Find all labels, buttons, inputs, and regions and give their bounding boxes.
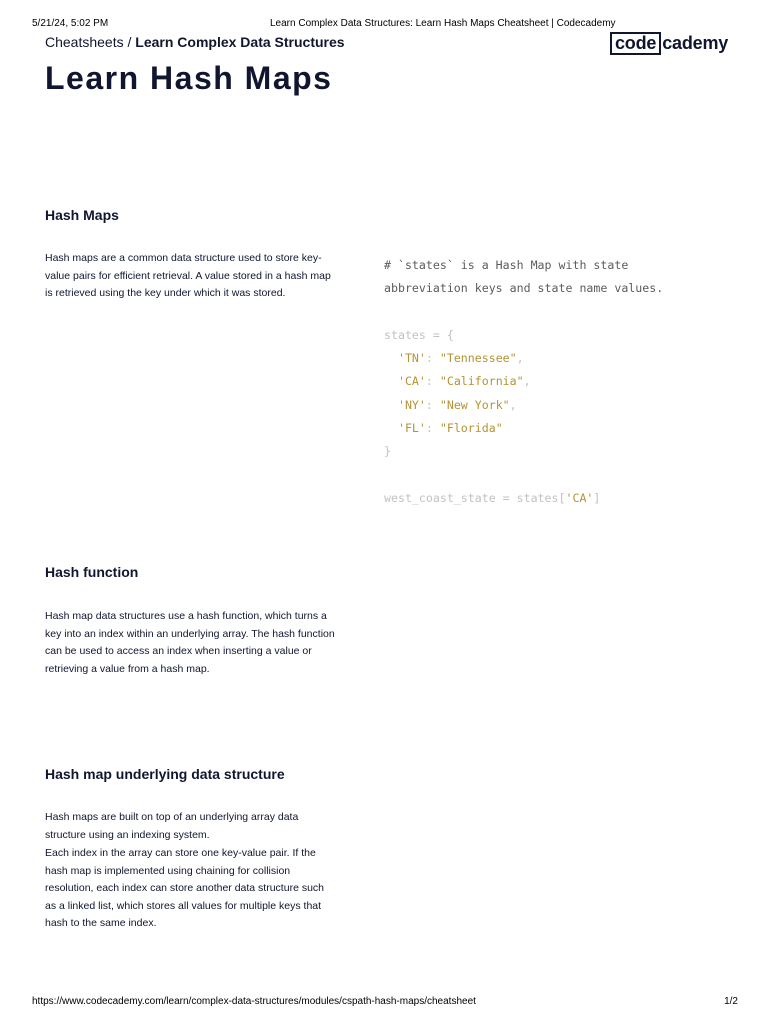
code-comma: ,	[523, 374, 531, 389]
print-header	[32, 18, 736, 32]
section-heading-hash-maps: Hash Maps	[45, 207, 119, 223]
code-colon: :	[425, 351, 440, 366]
section-text-hash-maps: Hash maps are a common data structure used to store key-value pairs for efficient retrieval. A value stored in a hash map is retrieved using the key under which it was stored.	[45, 252, 331, 299]
code-states-close: }	[384, 444, 391, 459]
code-states-open: states = {	[384, 327, 454, 342]
code-key: 'TN'	[397, 351, 426, 366]
code-comma: ,	[516, 351, 524, 366]
section-text-underlying-structure: Hash maps are built on top of an underlying array data structure using an indexing system.	[45, 811, 299, 841]
code-lookup-suffix: ]	[593, 490, 601, 505]
print-page-title: Learn Complex Data Structures: Learn Hash Maps Cheatsheet | Codecademy	[270, 18, 616, 29]
code-colon: :	[425, 421, 440, 436]
section-heading-hash-function: Hash function	[45, 564, 139, 580]
code-key: 'FL'	[397, 421, 426, 436]
breadcrumb-current-link[interactable]: Learn Complex Data Structures	[135, 34, 345, 50]
print-date: 5/21/24, 5:02 PM	[32, 18, 109, 29]
code-example	[384, 254, 663, 510]
code-comma: ,	[509, 397, 517, 412]
logo-code-box: code	[610, 32, 661, 55]
code-value: "Florida"	[439, 421, 503, 436]
breadcrumb-separator: /	[123, 34, 136, 50]
code-comment-line: # `states` is a Hash Map with state	[384, 258, 629, 272]
print-footer	[32, 996, 738, 1010]
code-lookup-key: 'CA'	[565, 490, 594, 505]
section-text-underlying-structure: Each index in the array can store one key-value pair. If the hash map is implemented using chaining for collision resolution, each index can store another data structure such as a linked list, which stores all values for multiple keys that hash to the same index.	[45, 847, 324, 929]
footer-url-link[interactable]: https://www.codecademy.com/learn/complex-data-structures/modules/cspath-hash-maps/cheatsheet	[32, 996, 476, 1007]
page-number: 1/2	[724, 996, 738, 1007]
codecademy-logo[interactable]	[610, 31, 728, 55]
breadcrumb-cheatsheets-link[interactable]: Cheatsheets	[45, 34, 124, 50]
page-title: Learn Hash Maps	[45, 60, 333, 96]
code-lookup-prefix: west_coast_state = states[	[384, 490, 566, 505]
code-key: 'NY'	[397, 397, 426, 412]
section-text-hash-function: Hash map data structures use a hash function, which turns a key into an index within an underlying array. The hash function can be used to access an index when inserting a value or retrieving a value from a hash map.	[45, 610, 335, 675]
code-value: "Tennessee"	[439, 351, 517, 366]
code-value: "California"	[439, 374, 524, 389]
breadcrumb	[45, 34, 345, 50]
logo-cademy-text: cademy	[662, 32, 729, 53]
code-value: "New York"	[439, 397, 510, 412]
code-comment-line: abbreviation keys and state name values.	[384, 281, 664, 296]
code-colon: :	[425, 397, 440, 412]
section-heading-underlying-structure: Hash map underlying data structure	[45, 766, 285, 782]
code-key: 'CA'	[397, 374, 426, 389]
code-colon: :	[425, 374, 440, 389]
